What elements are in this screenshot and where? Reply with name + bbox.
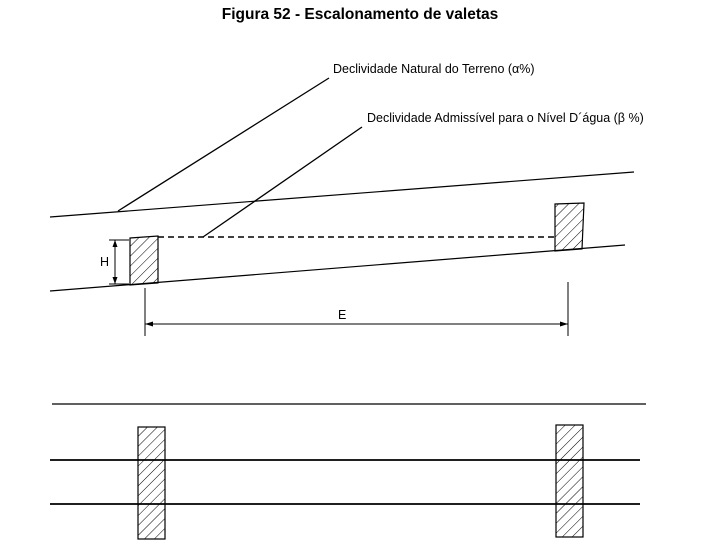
figure-title: Figura 52 - Escalonamento de valetas xyxy=(221,6,499,23)
spacing-arrow-left xyxy=(145,322,153,327)
barrier-left-profile xyxy=(130,236,158,285)
terrain-surface-line xyxy=(50,172,634,217)
spacing-arrow-right xyxy=(560,322,568,327)
barrier-right-plan xyxy=(556,425,583,537)
allowable-slope-leader xyxy=(203,127,362,237)
spacing-label: E xyxy=(338,308,347,322)
natural-slope-leader xyxy=(118,78,329,211)
height-label: H xyxy=(100,255,110,269)
natural-slope-label: Declividade Natural do Terreno (α%) xyxy=(333,62,535,76)
height-arrow-top xyxy=(113,240,118,247)
barrier-right-profile xyxy=(555,203,584,251)
allowable-slope-label: Declividade Admissível para o Nível D´água (β %) xyxy=(367,111,644,125)
barrier-left-plan xyxy=(138,427,165,539)
height-arrow-bottom xyxy=(113,277,118,284)
